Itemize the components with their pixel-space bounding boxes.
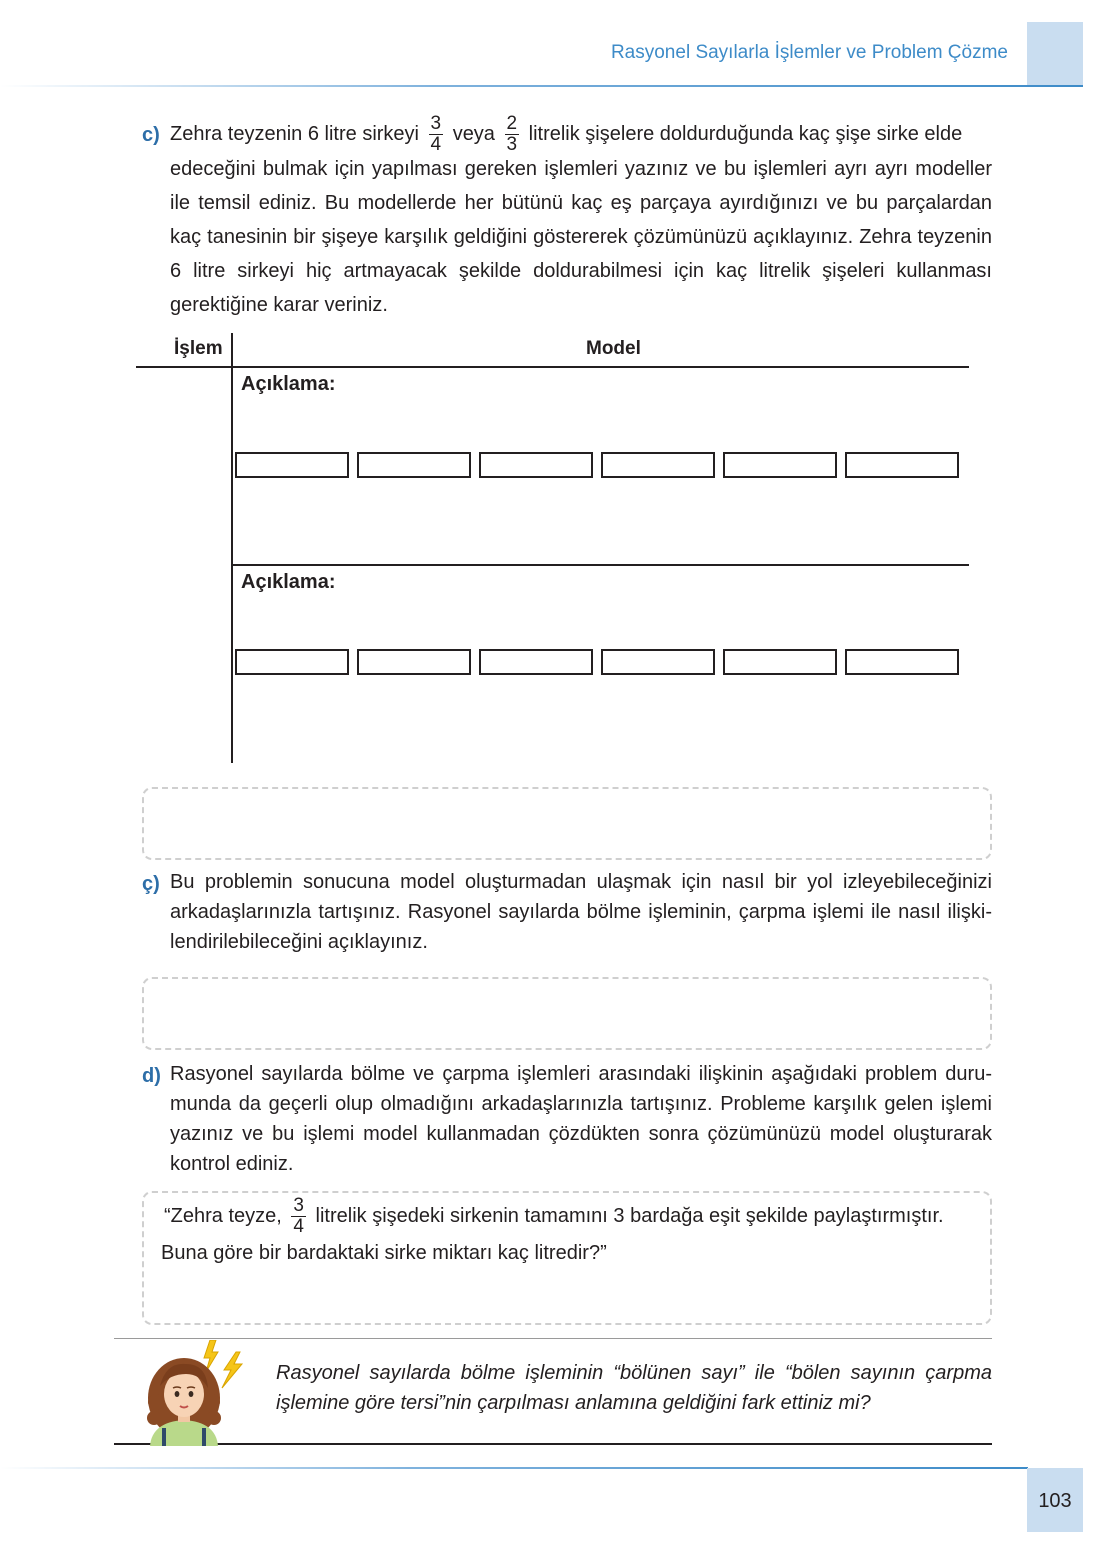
model-cell [723, 452, 837, 478]
fraction-numerator: 3 [293, 1195, 304, 1217]
fraction-numerator: 3 [430, 113, 442, 135]
page-number: 103 [1038, 1490, 1072, 1512]
row2-aciklama-label: Açıklama: [241, 571, 336, 593]
table-row-divider [232, 564, 969, 566]
model-cell [845, 649, 959, 675]
model-cell [235, 452, 349, 478]
fraction-three-quarters [291, 1196, 306, 1237]
section-cc-body: Bu problemin sonucuna model oluşturmadan ulaşmak için nasıl bir yol izleyebileceğinizi arkadaşlarınızla tartışınız. Rasyonel sayılarda bölme işleminin, çarpma işlemi ile nasıl ilişkilendirilebileceğini açıklayınız. [170, 871, 992, 953]
fraction-numerator: 2 [506, 113, 518, 135]
model-cell [601, 452, 715, 478]
model-cell [723, 649, 837, 675]
table-column-divider [231, 333, 233, 763]
page-header-title: Rasyonel Sayılarla İşlemler ve Problem Çözme [610, 42, 1008, 63]
answer-box-2[interactable] [142, 977, 992, 1050]
section-c-text-b: veya [452, 123, 495, 145]
quote-second-line: Buna göre bir bardaktaki sirke miktarı kaç litredir?” [161, 1242, 607, 1264]
fraction-three-quarters [429, 114, 444, 155]
model-cell [357, 649, 471, 675]
header-divider [0, 85, 1083, 87]
fraction-denominator: 4 [430, 134, 442, 156]
fraction-two-thirds [505, 114, 520, 155]
thinking-girl-icon [140, 1340, 250, 1446]
model-cell [601, 649, 715, 675]
fraction-denominator: 4 [293, 1216, 304, 1238]
tip-text: Rasyonel sayılarda bölme işleminin “bölünen sayı” ile “bölen sayının çarpma işlemine göre tersi”nin çarpılması anlamına geldiğini fark ettiniz mi? [276, 1362, 992, 1414]
answer-box-1[interactable] [142, 787, 992, 860]
quote-text-a: “Zehra teyze, [164, 1205, 282, 1227]
model-cell [235, 649, 349, 675]
table-header-rule [136, 366, 969, 368]
tip-top-rule [114, 1338, 992, 1339]
table-header-model: Model [586, 338, 641, 359]
section-c-text-a: Zehra teyzenin 6 litre sirkeyi [170, 123, 419, 145]
model-cell [357, 452, 471, 478]
section-d-body: Rasyonel sayılarda bölme ve çarpma işlemleri arasındaki ilişkinin aşağıdaki problem durumunda da geçerli olup olmadığını arkadaşlarınızla tartışınız. Probleme karşılık gelen işlemi yazınız ve bu işlemi model kullanmadan çözdükten sonra çözümünüzü model oluşturarak kontrol ediniz. [170, 1063, 992, 1175]
section-c-body: edeceğini bulmak için yapılması gereken işlemleri yazınız ve bu işlemleri ayrı ayrı modeller ile temsil ediniz. Bu modellerde her bütünü kaç eş parçaya ayırdığınızı ve bu parçalardan kaç tanesinin bir şişeye karşılık geldiğini göstererek çözümünüzü açıklayınız. Zehra teyzenin 6 litre sirkeyi hiç artmayacak şekilde doldurabilmesi için kaç litrelik şişeleri kullanması gerektiğine karar veriniz. [170, 158, 992, 316]
footer-divider [0, 1467, 1028, 1469]
section-d-label: d) [142, 1065, 161, 1087]
fraction-denominator: 3 [506, 134, 518, 156]
model-cell [479, 649, 593, 675]
section-cc-label: ç) [142, 873, 160, 895]
section-c-first-line [170, 114, 992, 155]
quote-text-b: litrelik şişedeki sirkenin tamamını 3 bardağa eşit şekilde paylaştırmıştır. [315, 1205, 944, 1227]
row1-aciklama-label: Açıklama: [241, 373, 336, 395]
section-c-text-c: litrelik şişelere doldurduğunda kaç şişe sirke elde [528, 123, 963, 145]
header-accent-block [1027, 22, 1083, 85]
quote-first-line [164, 1196, 980, 1237]
table-header-islem: İşlem [174, 338, 223, 359]
section-c-label: c) [142, 124, 160, 146]
model-cell [845, 452, 959, 478]
model-cell [479, 452, 593, 478]
